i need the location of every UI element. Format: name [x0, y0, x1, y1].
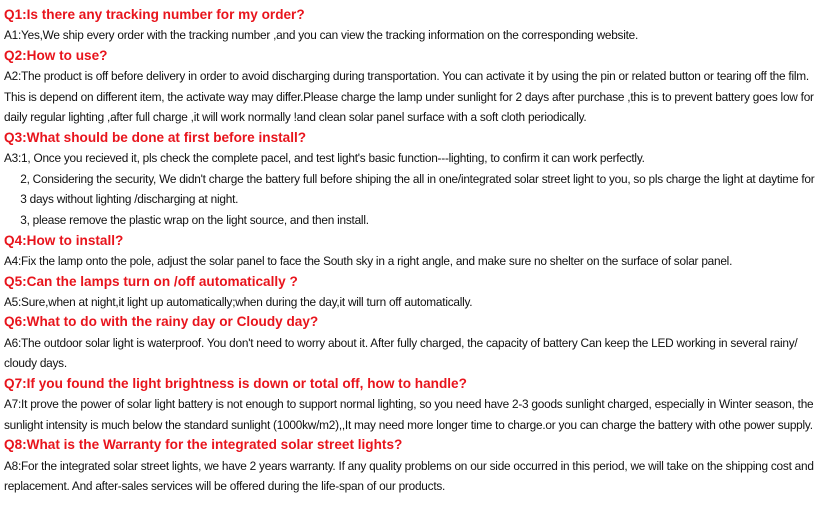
faq-item-4: [4, 231, 813, 272]
faq-question-7: Q7:If you found the light brightness is down or total off, how to handle?: [4, 375, 467, 391]
faq-answer-3-step-3: 3, please remove the plastic wrap on the light source, and then install.: [20, 213, 369, 228]
faq-answer-1-text: A1:Yes,We ship every order with the tracking number ,and you can view the tracking information on the corresponding website.: [4, 28, 639, 43]
faq-answer-2: [4, 66, 817, 128]
faq-question-4: Q4:How to install?: [4, 232, 124, 248]
faq-answer-1: [4, 25, 817, 46]
faq-item-3: [4, 128, 813, 231]
faq-answer-8-text: A8:For the integrated solar street lights, we have 2 years warranty. If any quality problems on our side occurred in this period, we will take on the shipping cost and replacement. And after-sales services will be offered during the life-span of our products.: [4, 458, 814, 494]
faq-item-6: [4, 312, 813, 373]
faq-answer-3-step-1: A3:1, Once you recieved it, pls check the complete pacel, and test light's basic function---lighting, to confirm it can work perfectly.: [4, 151, 645, 166]
faq-question-2: Q2:How to use?: [4, 47, 108, 63]
faq-question-1: Q1:Is there any tracking number for my order?: [4, 7, 305, 22]
faq-question-3: Q3:What should be done at first before install?: [4, 129, 307, 145]
faq-answer-7-text: A7:It prove the power of solar light battery is not enough to support normal lighting, so you need have 2-3 goods sunlight charged, especially in Winter season, the sunlight intensity is much below the standard sunlight (1000kw/m2),,It may need more longer time to charge.or you can charge the battery with othe power supply.: [4, 397, 814, 432]
faq-answer-2-text: A2:The product is off before delivery in order to avoid discharging during transportation. You can activate it by using the pin or related button or tearing off the film. This is depend on different item, the activate way may differ.Please charge the lamp under sunlight for 2 days after purchase ,this is to prevent battery goes low for daily regular lighting ,after full charge ,it will work normally !and clean solar panel surface with a soft cloth periodically.: [4, 69, 814, 125]
faq-item-8: [4, 435, 813, 496]
faq-answer-7: [4, 394, 817, 435]
faq-answer-8: [4, 456, 817, 497]
faq-answer-4-text: A4:Fix the lamp onto the pole, adjust the solar panel to face the South sky in a right angle, and make sure no shelter on the surface of solar panel.: [4, 253, 733, 268]
faq-answer-6: [4, 333, 817, 374]
faq-answer-4: [4, 251, 817, 272]
faq-answer-5: [4, 292, 817, 313]
faq-item-5: [4, 272, 813, 313]
faq-answer-6-text: A6:The outdoor solar light is waterproof. You don't need to worry about it. After fully charged, the capacity of battery Can keep the LED working in several rainy/ cloudy days.: [4, 335, 798, 371]
faq-item-2: [4, 46, 813, 128]
faq-answer-5-text: A5:Sure,when at night,it light up automatically;when during the day,it will turn off automatically.: [4, 294, 473, 309]
faq-item-1: [4, 5, 813, 46]
faq-answer-3-step-2: 2, Considering the security, We didn't charge the battery full before shiping the all in one/integrated solar street light to you, so pls charge the light at daytime for 3 days without lighting /discharging at night.: [20, 171, 815, 207]
faq-question-6: Q6:What to do with the rainy day or Cloudy day?: [4, 314, 319, 330]
faq-item-7: [4, 374, 813, 435]
faq-answer-3: [4, 148, 817, 230]
faq-question-5: Q5:Can the lamps turn on /off automatically ?: [4, 273, 298, 289]
faq-question-8: Q8:What is the Warranty for the integrated solar street lights?: [4, 437, 403, 453]
